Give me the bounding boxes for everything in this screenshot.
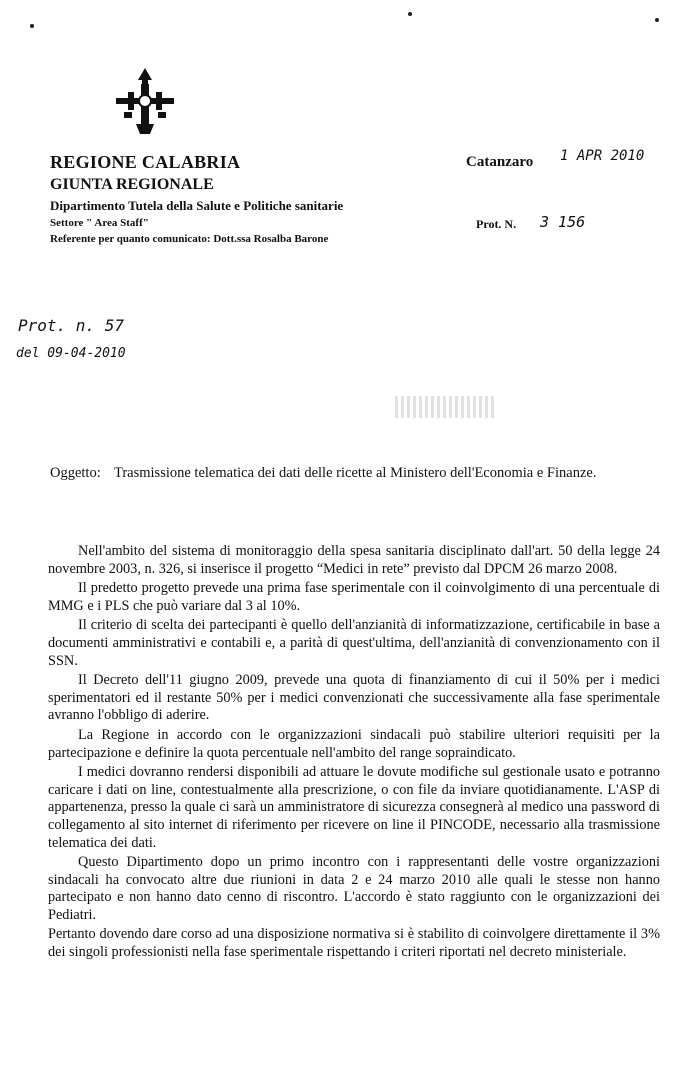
body-paragraph: I medici dovranno rendersi disponibili ad attuare le dovute modifiche sul gestionale usato e potranno caricare i dati on line, contestualmente alla prescrizione, o con file da inviare quotidianamente. L'ASP di appartenenza, presso la quale ci sarà un amministratore di sicurezza consegnerà al medico una password di collegamento al sito internet di riferimento per ricevere on line il PINCODE, necessario alla trasmissione telematica dei dati. — [48, 764, 660, 851]
body-paragraph: Il criterio di scelta dei partecipanti è quello dell'anzianità di informatizzazione, certificabile in base a documenti amministrativi e contabili e, a parità di quest'ultima, dell'anzianità di convenzionamento con il SSN. — [48, 617, 660, 669]
body-paragraph: Il predetto progetto prevede una prima fase sperimentale con il coinvolgimento di una percentuale di MMG e i PLS che può variare dal 3 al 10%. — [48, 580, 660, 614]
letter-body — [48, 543, 660, 964]
handwritten-protocol-number: 3 156 — [540, 213, 586, 231]
body-paragraph: Il Decreto dell'11 giugno 2009, prevede una quota di finanziamento di cui il 50% per i medici sperimentatori ed il restante 50% per i medici convenzionati che successivamente alla fase sperimentale avranno l'obbligo di aderire. — [48, 672, 660, 724]
letterhead-referente: Referente per quanto comunicato: Dott.ssa Rosalba Barone — [50, 233, 329, 245]
body-paragraph: Pertanto dovendo dare corso ad una disposizione normativa si è stabilito di coinvolgere direttamente il 3% dei singoli professionisti nella fase sperimentale rispettando i criteri riportati nel decreto ministeriale. — [48, 926, 660, 961]
scan-speck — [655, 18, 659, 22]
letterhead-settore: Settore " Area Staff" — [50, 217, 149, 229]
scan-speck — [30, 24, 34, 28]
subject-label: Oggetto: — [50, 465, 101, 481]
handwritten-note-line1: Prot. n. 57 — [18, 316, 124, 335]
protocol-label: Prot. N. — [476, 217, 517, 231]
regional-emblem-icon — [112, 66, 178, 136]
body-paragraph: Nell'ambito del sistema di monitoraggio della spesa sanitaria disciplinato dall'art. 50 della legge 24 novembre 2003, n. 326, si inserisce il progetto “Medici in rete” previsto dal DPCM 26 marzo 2008. — [48, 543, 660, 577]
handwritten-note-line2: del 09-04-2010 — [16, 346, 126, 361]
body-paragraph: La Regione in accordo con le organizzazioni sindacali può stabilire ulteriori requisiti per la partecipazione e definire la quota percentuale nell'ambito del range sopraindicato. — [48, 726, 660, 761]
letterhead-giunta: GIUNTA REGIONALE — [50, 176, 214, 193]
scan-speck — [408, 12, 412, 16]
subject-text: Trasmissione telematica dei dati delle ricette al Ministero dell'Economia e Finanze. — [114, 465, 597, 481]
body-paragraph: Questo Dipartimento dopo un primo incontro con i rappresentanti delle vostre organizzazioni sindacali ha convocato altre due riunioni in data 2 e 24 marzo 2010 alle quali le stesse non hanno partecipato e non hanno dato cenno di riscontro. L'accordo è stato raggiunto con le organizzazioni dei Pediatri. — [48, 854, 660, 923]
faint-stamp-mark — [395, 396, 495, 418]
letterhead-department: Dipartimento Tutela della Salute e Politiche sanitarie — [50, 198, 344, 213]
handwritten-date: 1 APR 2010 — [560, 148, 645, 164]
letterhead-region: REGIONE CALABRIA — [50, 152, 241, 172]
place-label: Catanzaro — [466, 154, 534, 170]
